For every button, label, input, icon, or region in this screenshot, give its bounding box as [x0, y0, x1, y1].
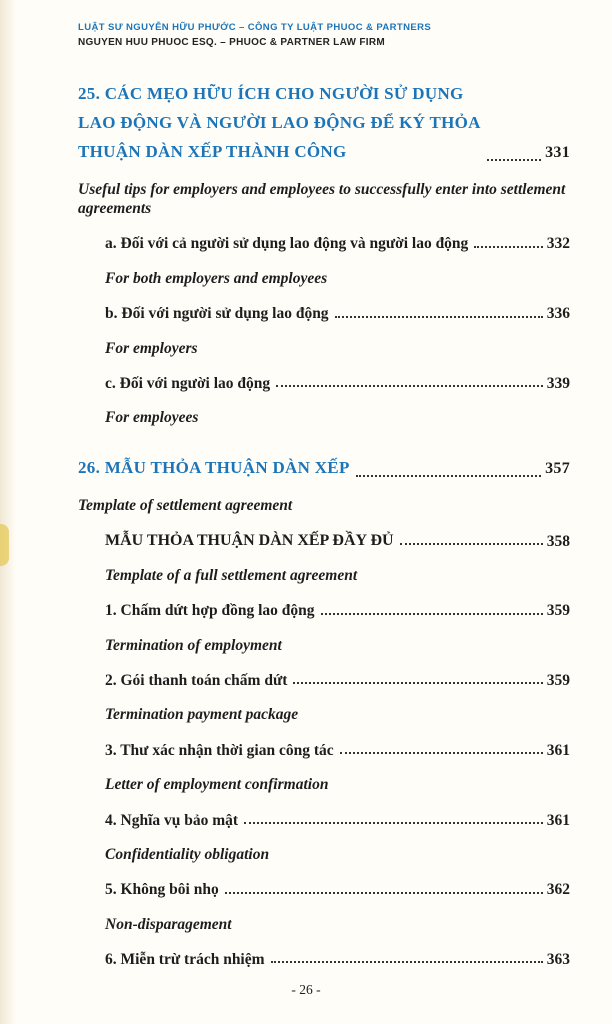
toc-entry	[105, 304, 570, 323]
page-edge-tint	[0, 0, 16, 1024]
toc-entry-text: For employees	[105, 409, 199, 427]
toc-entry	[105, 705, 570, 724]
toc-entry	[105, 269, 570, 288]
dot-leader	[487, 159, 541, 161]
toc-page-number: 339	[546, 374, 570, 392]
toc-list	[78, 80, 570, 984]
dot-leader	[244, 822, 543, 824]
toc-entry-text: 5. Không bôi nhọ	[105, 881, 219, 899]
toc-entry	[105, 741, 570, 760]
toc-entry-text: Useful tips for employers and employees to successfully enter into settlement agreements	[78, 180, 566, 218]
toc-entry-text: For employers	[105, 339, 198, 357]
toc-entry-text: Termination of employment	[105, 636, 282, 654]
toc-page-number: 358	[546, 532, 570, 550]
toc-entry-text: Non-disparagement	[105, 915, 232, 933]
running-header	[78, 22, 570, 48]
toc-entry-text: Termination payment package	[105, 706, 299, 724]
dot-leader	[271, 961, 543, 963]
dot-leader	[400, 543, 543, 545]
toc-page-number: 362	[546, 881, 570, 899]
toc-page-number: 331	[545, 144, 570, 162]
toc-page-number: 359	[546, 672, 570, 690]
page-number-footer: - 26 -	[291, 982, 321, 997]
toc-entry	[105, 408, 570, 427]
dot-leader	[225, 892, 543, 894]
toc-entry	[78, 454, 570, 483]
toc-page-number: 361	[546, 811, 570, 829]
toc-entry-text: 1. Chấm dứt hợp đồng lao động	[105, 602, 315, 620]
toc-entry-text: Template of settlement agreement	[78, 496, 293, 514]
toc-entry	[105, 566, 570, 585]
toc-page-number: 336	[546, 305, 570, 323]
toc-entry-text: 6. Miễn trừ trách nhiệm	[105, 951, 265, 969]
toc-entry-text: a. Đối với cả người sử dụng lao động và người lao động	[105, 235, 469, 253]
toc-page-number: 332	[546, 235, 570, 253]
toc-entry	[105, 811, 570, 830]
dot-leader	[356, 475, 541, 477]
toc-entry	[105, 775, 570, 794]
toc-page-number: 357	[545, 460, 570, 478]
toc-entry	[105, 845, 570, 864]
dot-leader	[474, 246, 542, 248]
toc-entry	[105, 950, 570, 969]
toc-entry	[105, 531, 570, 551]
toc-entry-text: Template of a full settlement agreement	[105, 566, 358, 584]
toc-entry-text: 3. Thư xác nhận thời gian công tác	[105, 741, 334, 759]
toc-entry	[105, 374, 570, 393]
dot-leader	[293, 682, 542, 684]
toc-entry	[105, 636, 570, 655]
toc-entry	[78, 80, 570, 167]
toc-entry-text: 25. CÁC MẸO HỮU ÍCH CHO NGƯỜI SỬ DỤNG LAO ĐỘNG VÀ NGƯỜI LAO ĐỘNG ĐỂ KÝ THỎA THUẬN DÀN XẾP THÀNH CÔNG	[78, 84, 480, 161]
header-firm-line: NGUYEN HUU PHUOC ESQ. – PHUOC & PARTNER LAW FIRM	[78, 37, 386, 48]
toc-entry-text: Confidentiality obligation	[105, 845, 270, 863]
header-author-line: LUẬT SƯ NGUYỄN HỮU PHƯỚC – CÔNG TY LUẬT PHUOC & PARTNERS	[78, 22, 432, 33]
toc-entry	[105, 915, 570, 934]
toc-entry-text: c. Đối với người lao động	[105, 374, 271, 392]
toc-page-number: 359	[546, 602, 570, 620]
toc-page-number: 363	[546, 951, 570, 969]
toc-page-number: 361	[546, 741, 570, 759]
dot-leader	[340, 752, 543, 754]
paper-smudge	[0, 524, 9, 566]
toc-entry-text: 4. Nghĩa vụ bảo mật	[105, 811, 239, 829]
toc-entry-text: MẪU THỎA THUẬN DÀN XẾP ĐẦY ĐỦ	[105, 531, 394, 549]
dot-leader	[276, 385, 543, 387]
toc-entry	[105, 880, 570, 899]
toc-entry-text: b. Đối với người sử dụng lao động	[105, 305, 329, 323]
toc-entry	[105, 601, 570, 620]
toc-entry-text: Letter of employment confirmation	[105, 776, 329, 794]
toc-entry	[78, 496, 570, 515]
toc-entry	[78, 180, 570, 219]
toc-entry	[105, 671, 570, 690]
toc-entry	[105, 339, 570, 358]
dot-leader	[335, 316, 543, 318]
toc-entry-text: For both employers and employees	[105, 269, 328, 287]
toc-entry-text: 26. MẪU THỎA THUẬN DÀN XẾP	[78, 457, 350, 477]
toc-entry-text: 2. Gói thanh toán chấm dứt	[105, 672, 288, 690]
toc-entry	[105, 234, 570, 253]
dot-leader	[321, 613, 543, 615]
